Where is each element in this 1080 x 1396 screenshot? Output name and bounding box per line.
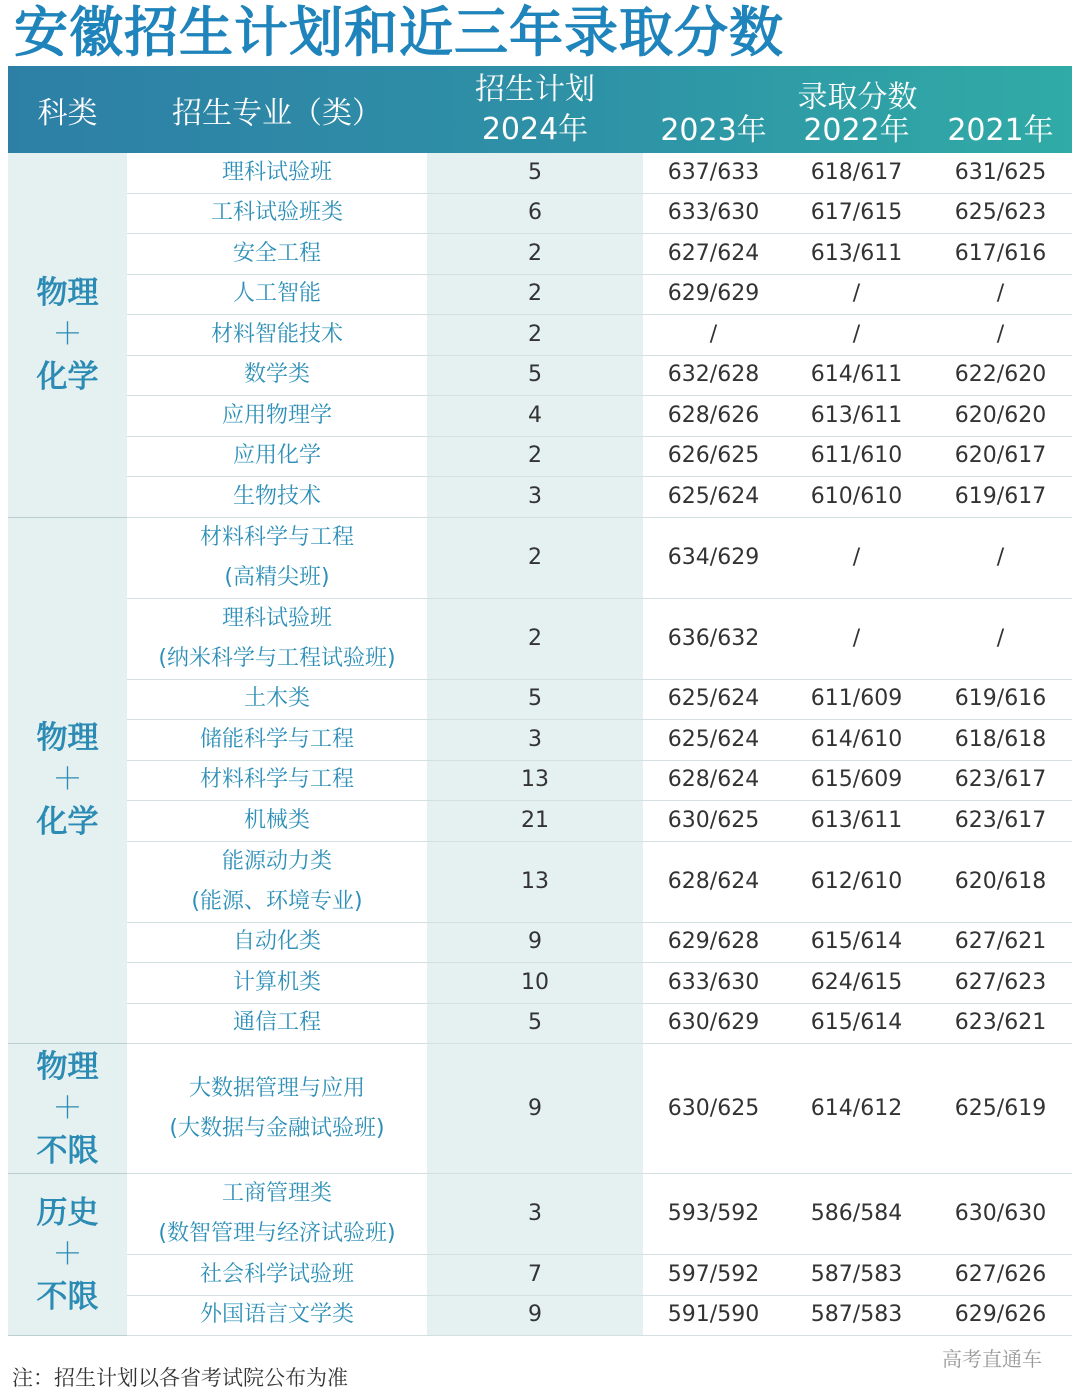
score-2021-cell: 620/618 <box>929 842 1072 923</box>
category-plus: ＋ <box>52 1236 83 1272</box>
major-name: 数学类 <box>243 362 310 388</box>
major-cell <box>127 599 427 680</box>
score-2021-cell: 629/626 <box>929 1296 1072 1337</box>
score-2021-cell: 623/617 <box>929 761 1072 802</box>
category-physics-any <box>8 1044 127 1174</box>
score-2021-cell: 623/617 <box>929 801 1072 842</box>
category-line2: 不限 <box>36 1132 99 1169</box>
score-2022-cell: / <box>784 315 929 356</box>
major-cell <box>127 1174 427 1255</box>
score-2022-cell: 614/612 <box>784 1044 929 1174</box>
plan-cell: 3 <box>427 1174 643 1255</box>
score-2021-cell: 627/621 <box>929 923 1072 964</box>
plan-cell: 9 <box>427 1296 643 1337</box>
score-2022-cell: 613/611 <box>784 234 929 275</box>
score-2023-cell: 597/592 <box>643 1255 784 1296</box>
score-2023-cell: 593/592 <box>643 1174 784 1255</box>
score-2021-cell: / <box>929 599 1072 680</box>
major-subtitle: (高精尖班) <box>224 564 330 590</box>
score-2021-cell: 619/616 <box>929 680 1072 721</box>
major-name: 材料智能技术 <box>210 321 343 347</box>
source-watermark: 高考直通车 <box>942 1347 1042 1371</box>
score-2023-cell: 628/624 <box>643 842 784 923</box>
category-plus: ＋ <box>52 762 83 798</box>
score-2023-cell: 625/624 <box>643 477 784 518</box>
major-cell <box>127 1296 427 1337</box>
score-2023-cell: 591/590 <box>643 1296 784 1337</box>
major-cell <box>127 801 427 842</box>
major-name: 机械类 <box>243 807 310 833</box>
major-name: 工科试验班类 <box>210 200 343 226</box>
score-2022-cell: 615/614 <box>784 923 929 964</box>
score-2022-cell: 610/610 <box>784 477 929 518</box>
score-2023-cell: 628/624 <box>643 761 784 802</box>
score-2022-cell: 611/610 <box>784 437 929 478</box>
score-2023-cell: 633/630 <box>643 963 784 1004</box>
category-line1: 物理 <box>36 274 99 311</box>
score-2021-cell: / <box>929 275 1072 316</box>
plan-cell: 13 <box>427 761 643 802</box>
major-name: 应用化学 <box>232 443 321 469</box>
score-2022-cell: 618/617 <box>784 153 929 194</box>
major-name: 生物技术 <box>232 483 321 509</box>
header-year-2023: 2023年 <box>660 113 767 148</box>
score-2023-cell: 630/625 <box>643 1044 784 1174</box>
score-2023-cell: 634/629 <box>643 518 784 599</box>
score-2022-cell: 587/583 <box>784 1255 929 1296</box>
score-2022-cell: / <box>784 518 929 599</box>
major-name: 应用物理学 <box>221 402 332 428</box>
category-history-any <box>8 1174 127 1336</box>
score-2022-cell: 613/611 <box>784 396 929 437</box>
score-2022-cell: 624/615 <box>784 963 929 1004</box>
score-2023-cell: 626/625 <box>643 437 784 478</box>
score-2023-cell: 625/624 <box>643 720 784 761</box>
major-cell <box>127 1255 427 1296</box>
major-cell <box>127 234 427 275</box>
plan-cell: 2 <box>427 275 643 316</box>
plan-cell: 5 <box>427 1004 643 1045</box>
score-2022-cell: 614/611 <box>784 356 929 397</box>
major-name: 理科试验班 <box>221 159 332 185</box>
score-2021-cell: 619/617 <box>929 477 1072 518</box>
major-name: 大数据管理与应用 <box>188 1075 365 1101</box>
major-cell <box>127 923 427 964</box>
score-2022-cell: / <box>784 275 929 316</box>
category-line1: 历史 <box>36 1194 99 1231</box>
plan-cell: 2 <box>427 315 643 356</box>
major-subtitle: (大数据与金融试验班) <box>169 1115 385 1141</box>
admission-table <box>8 66 1072 1336</box>
score-2021-cell: 631/625 <box>929 153 1072 194</box>
major-name: 通信工程 <box>232 1010 321 1036</box>
score-2021-cell: 618/618 <box>929 720 1072 761</box>
major-name: 自动化类 <box>232 929 321 955</box>
plan-cell: 3 <box>427 477 643 518</box>
category-line2: 不限 <box>36 1278 99 1315</box>
major-name: 理科试验班 <box>221 605 332 631</box>
score-2022-cell: 587/583 <box>784 1296 929 1337</box>
plan-cell: 10 <box>427 963 643 1004</box>
score-2023-cell: 627/624 <box>643 234 784 275</box>
plan-cell: 2 <box>427 518 643 599</box>
major-cell <box>127 275 427 316</box>
score-2021-cell: 617/616 <box>929 234 1072 275</box>
plan-cell: 5 <box>427 153 643 194</box>
major-cell <box>127 315 427 356</box>
major-cell <box>127 194 427 235</box>
major-cell <box>127 477 427 518</box>
header-plan <box>427 66 643 153</box>
score-2023-cell: 633/630 <box>643 194 784 235</box>
header-scores: 录取分数 <box>797 80 918 115</box>
score-2023-cell: / <box>643 315 784 356</box>
major-cell <box>127 1004 427 1045</box>
page-title: 安徽招生计划和近三年录取分数 <box>14 1 784 64</box>
major-subtitle: (纳米科学与工程试验班) <box>158 645 396 671</box>
score-2022-cell: 613/611 <box>784 801 929 842</box>
major-name: 工商管理类 <box>221 1181 332 1206</box>
score-2022-cell: 612/610 <box>784 842 929 923</box>
major-name: 材料科学与工程 <box>199 524 354 550</box>
plan-cell: 3 <box>427 720 643 761</box>
score-2022-cell: 615/609 <box>784 761 929 802</box>
header-plan-label: 招生计划 <box>475 71 595 107</box>
plan-cell: 7 <box>427 1255 643 1296</box>
major-cell <box>127 518 427 599</box>
plan-cell: 4 <box>427 396 643 437</box>
score-2023-cell: 630/629 <box>643 1004 784 1045</box>
score-2021-cell: 620/617 <box>929 437 1072 478</box>
major-name: 储能科学与工程 <box>199 726 354 752</box>
major-cell <box>127 963 427 1004</box>
major-name: 外国语言文学类 <box>199 1302 354 1328</box>
score-2022-cell: / <box>784 599 929 680</box>
score-2022-cell: 614/610 <box>784 720 929 761</box>
score-2021-cell: 625/619 <box>929 1044 1072 1174</box>
major-cell <box>127 1044 427 1174</box>
category-plus: ＋ <box>52 316 83 352</box>
score-2021-cell: 630/630 <box>929 1174 1072 1255</box>
major-cell <box>127 761 427 802</box>
major-cell <box>127 842 427 923</box>
major-cell <box>127 153 427 194</box>
major-name: 社会科学试验班 <box>199 1261 354 1287</box>
header-plan-year: 2024年 <box>481 111 589 147</box>
major-name: 计算机类 <box>232 969 321 995</box>
major-name: 能源动力类 <box>221 848 332 874</box>
score-2023-cell: 632/628 <box>643 356 784 397</box>
major-cell <box>127 356 427 397</box>
score-2022-cell: 617/615 <box>784 194 929 235</box>
score-2021-cell: / <box>929 518 1072 599</box>
footnote: 注：招生计划以各省考试院公布为准 <box>12 1366 348 1390</box>
category-plus: ＋ <box>52 1090 83 1126</box>
major-cell <box>127 437 427 478</box>
major-name: 材料科学与工程 <box>199 767 354 793</box>
score-2021-cell: 625/623 <box>929 194 1072 235</box>
score-2022-cell: 615/614 <box>784 1004 929 1045</box>
plan-cell: 2 <box>427 599 643 680</box>
score-2023-cell: 637/633 <box>643 153 784 194</box>
score-2023-cell: 629/629 <box>643 275 784 316</box>
major-subtitle: (数智管理与经济试验班) <box>158 1221 396 1246</box>
plan-cell: 6 <box>427 194 643 235</box>
category-line2: 化学 <box>36 804 99 841</box>
category-line2: 化学 <box>36 358 99 395</box>
category-physics-chemistry-2 <box>8 518 127 1045</box>
plan-cell: 5 <box>427 680 643 721</box>
plan-cell: 2 <box>427 234 643 275</box>
score-2022-cell: 611/609 <box>784 680 929 721</box>
score-2023-cell: 625/624 <box>643 680 784 721</box>
major-cell <box>127 720 427 761</box>
score-2023-cell: 628/626 <box>643 396 784 437</box>
plan-cell: 5 <box>427 356 643 397</box>
plan-cell: 9 <box>427 1044 643 1174</box>
score-2021-cell: 620/620 <box>929 396 1072 437</box>
score-2021-cell: 627/626 <box>929 1255 1072 1296</box>
major-subtitle: (能源、环境专业) <box>191 888 363 914</box>
score-2021-cell: 622/620 <box>929 356 1072 397</box>
header-category: 科类 <box>37 95 98 131</box>
header-year-2021: 2021年 <box>947 113 1054 148</box>
plan-cell: 13 <box>427 842 643 923</box>
category-line1: 物理 <box>36 1048 99 1085</box>
major-cell <box>127 396 427 437</box>
score-2021-cell: 627/623 <box>929 963 1072 1004</box>
header-year-2022: 2022年 <box>803 113 910 148</box>
header-major: 招生专业（类） <box>172 95 382 131</box>
score-2023-cell: 636/632 <box>643 599 784 680</box>
score-2023-cell: 629/628 <box>643 923 784 964</box>
major-name: 安全工程 <box>232 240 321 266</box>
category-physics-chemistry-1 <box>8 153 127 518</box>
score-2021-cell: / <box>929 315 1072 356</box>
plan-cell: 21 <box>427 801 643 842</box>
score-2022-cell: 586/584 <box>784 1174 929 1255</box>
plan-cell: 9 <box>427 923 643 964</box>
major-name: 土木类 <box>243 686 310 712</box>
plan-cell: 2 <box>427 437 643 478</box>
major-name: 人工智能 <box>232 281 321 307</box>
major-cell <box>127 680 427 721</box>
category-line1: 物理 <box>36 720 99 757</box>
score-2023-cell: 630/625 <box>643 801 784 842</box>
score-2021-cell: 623/621 <box>929 1004 1072 1045</box>
